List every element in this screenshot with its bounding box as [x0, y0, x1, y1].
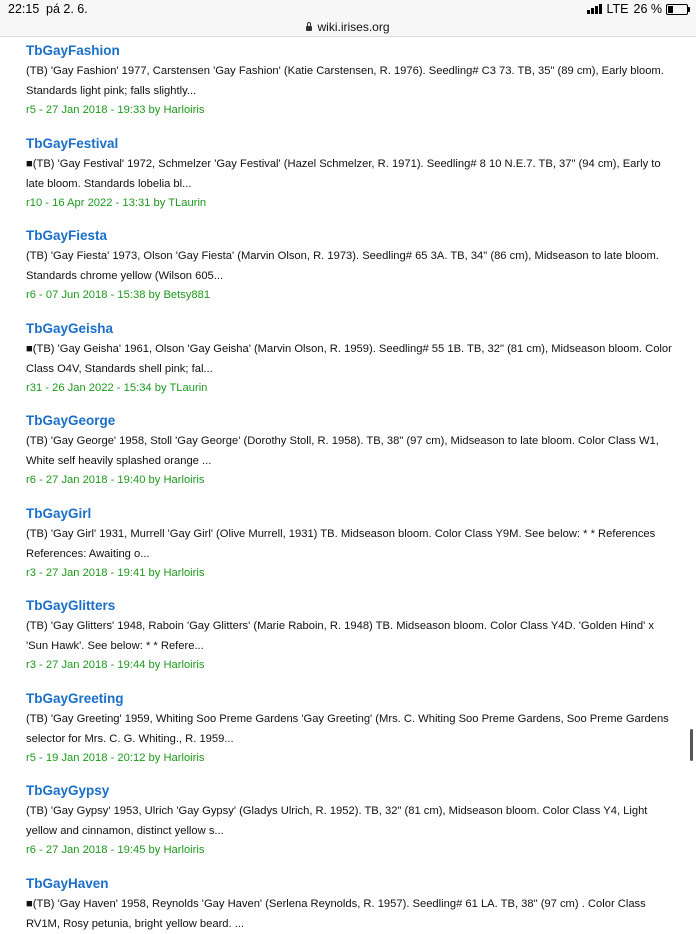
result-item	[26, 875, 676, 934]
result-item	[26, 135, 676, 211]
result-title-link[interactable]: TbGayFashion	[26, 43, 120, 58]
url-domain: wiki.irises.org	[317, 19, 390, 34]
status-time: 22:15	[8, 2, 40, 16]
result-summary: (TB) 'Gay Fiesta' 1973, Olson 'Gay Fiesta' (Marvin Olson, R. 1973). Seedling# 65 3A. TB, 34" (86 cm), Midseason to late bloom. Standards chrome yellow (Wilson 605...	[26, 250, 659, 282]
result-meta[interactable]: r5 - 27 Jan 2018 - 19:33 by Harloiris	[26, 104, 205, 116]
result-meta[interactable]: r31 - 26 Jan 2022 - 15:34 by TLaurin	[26, 382, 208, 394]
result-meta[interactable]: r3 - 27 Jan 2018 - 19:44 by Harloiris	[26, 659, 205, 671]
result-summary: (TB) 'Gay Glitters' 1948, Raboin 'Gay Glitters' (Marie Raboin, R. 1948) TB. Midseason bloom. Color Class Y4D. 'Golden Hind' x 'Sun Hawk'. See below: * * Refere...	[26, 620, 654, 652]
result-title-link[interactable]: TbGayGeorge	[26, 413, 116, 428]
result-summary: (TB) 'Gay George' 1958, Stoll 'Gay George' (Dorothy Stoll, R. 1958). TB, 38" (97 cm), Midseason to late bloom. Color Class W1, White self heavily splashed orange ...	[26, 435, 659, 467]
result-summary: (TB) 'Gay Fashion' 1977, Carstensen 'Gay Fashion' (Katie Carstensen, R. 1976). Seedling# C3 73. TB, 35" (89 cm), Early bloom. Standards light pink; falls slightly...	[26, 65, 664, 97]
result-summary: (TB) 'Gay Greeting' 1959, Whiting Soo Preme Gardens 'Gay Greeting' (Mrs. C. Whiting Soo Preme Gardens, Soo Preme Gardens selector for Mrs. C. G. Whiting., R. 1959...	[26, 713, 669, 745]
result-summary: (TB) 'Gay Girl' 1931, Murrell 'Gay Girl' (Olive Murrell, 1931) TB. Midseason bloom. Color Class Y9M. See below: * * References References: Awaiting o...	[26, 528, 656, 560]
result-title-link[interactable]: TbGayGeisha	[26, 321, 114, 336]
battery-percent: 26 %	[633, 2, 662, 16]
result-title-link[interactable]: TbGayGirl	[26, 506, 92, 521]
url-display[interactable]	[306, 20, 389, 34]
network-type: LTE	[606, 2, 629, 16]
result-title-link[interactable]: TbGayFestival	[26, 136, 119, 151]
result-meta[interactable]: r5 - 19 Jan 2018 - 20:12 by Harloiris	[26, 752, 205, 764]
status-bar	[0, 0, 696, 18]
result-item	[26, 227, 676, 303]
status-right	[587, 2, 689, 16]
result-meta[interactable]: r6 - 27 Jan 2018 - 19:45 by Harloiris	[26, 844, 205, 856]
result-title-link[interactable]: TbGayFiesta	[26, 228, 108, 243]
signal-icon	[587, 4, 603, 14]
result-item	[26, 782, 676, 858]
result-item	[26, 505, 676, 581]
result-title-link[interactable]: TbGayGreeting	[26, 691, 124, 706]
url-bar[interactable]	[0, 18, 696, 37]
result-title-link[interactable]: TbGayHaven	[26, 876, 109, 891]
result-summary: ■(TB) 'Gay Festival' 1972, Schmelzer 'Gay Festival' (Hazel Schmelzer, R. 1971). Seedling# 8 10 N.E.7. TB, 37" (94 cm), Early to late bloom. Standards lobelia bl...	[26, 158, 661, 190]
result-summary: ■(TB) 'Gay Haven' 1958, Reynolds 'Gay Haven' (Serlena Reynolds, R. 1957). Seedling# 61 LA. TB, 38" (97 cm) . Color Class RV1M, Rosy petunia, bright yellow beard. ...	[26, 898, 646, 930]
result-meta[interactable]: r6 - 07 Jun 2018 - 15:38 by Betsy881	[26, 289, 211, 301]
result-meta[interactable]: r3 - 27 Jan 2018 - 19:41 by Harloiris	[26, 567, 205, 579]
result-item	[26, 42, 676, 118]
lock-icon	[306, 26, 312, 31]
result-meta[interactable]: r10 - 16 Apr 2022 - 13:31 by TLaurin	[26, 197, 207, 209]
status-date: pá 2. 6.	[46, 2, 88, 16]
result-item	[26, 690, 676, 766]
battery-fill	[668, 6, 673, 13]
result-item	[26, 412, 676, 488]
result-item	[26, 597, 676, 673]
result-summary: ■(TB) 'Gay Geisha' 1961, Olson 'Gay Geisha' (Marvin Olson, R. 1959). Seedling# 55 1B. TB, 32" (81 cm), Midseason bloom. Color Class O4V, Standards shell pink; fal...	[26, 343, 672, 375]
result-summary: (TB) 'Gay Gypsy' 1953, Ulrich 'Gay Gypsy' (Gladys Ulrich, R. 1952). TB, 32" (81 cm), Midseason bloom. Color Class Y4, Light yellow and cinnamon, distinct yellow s...	[26, 805, 648, 837]
result-item	[26, 320, 676, 396]
battery-icon	[666, 4, 688, 15]
result-title-link[interactable]: TbGayGlitters	[26, 598, 116, 613]
result-title-link[interactable]: TbGayGypsy	[26, 783, 110, 798]
result-meta[interactable]: r6 - 27 Jan 2018 - 19:40 by Harloiris	[26, 474, 205, 486]
scrollbar[interactable]	[690, 729, 693, 761]
